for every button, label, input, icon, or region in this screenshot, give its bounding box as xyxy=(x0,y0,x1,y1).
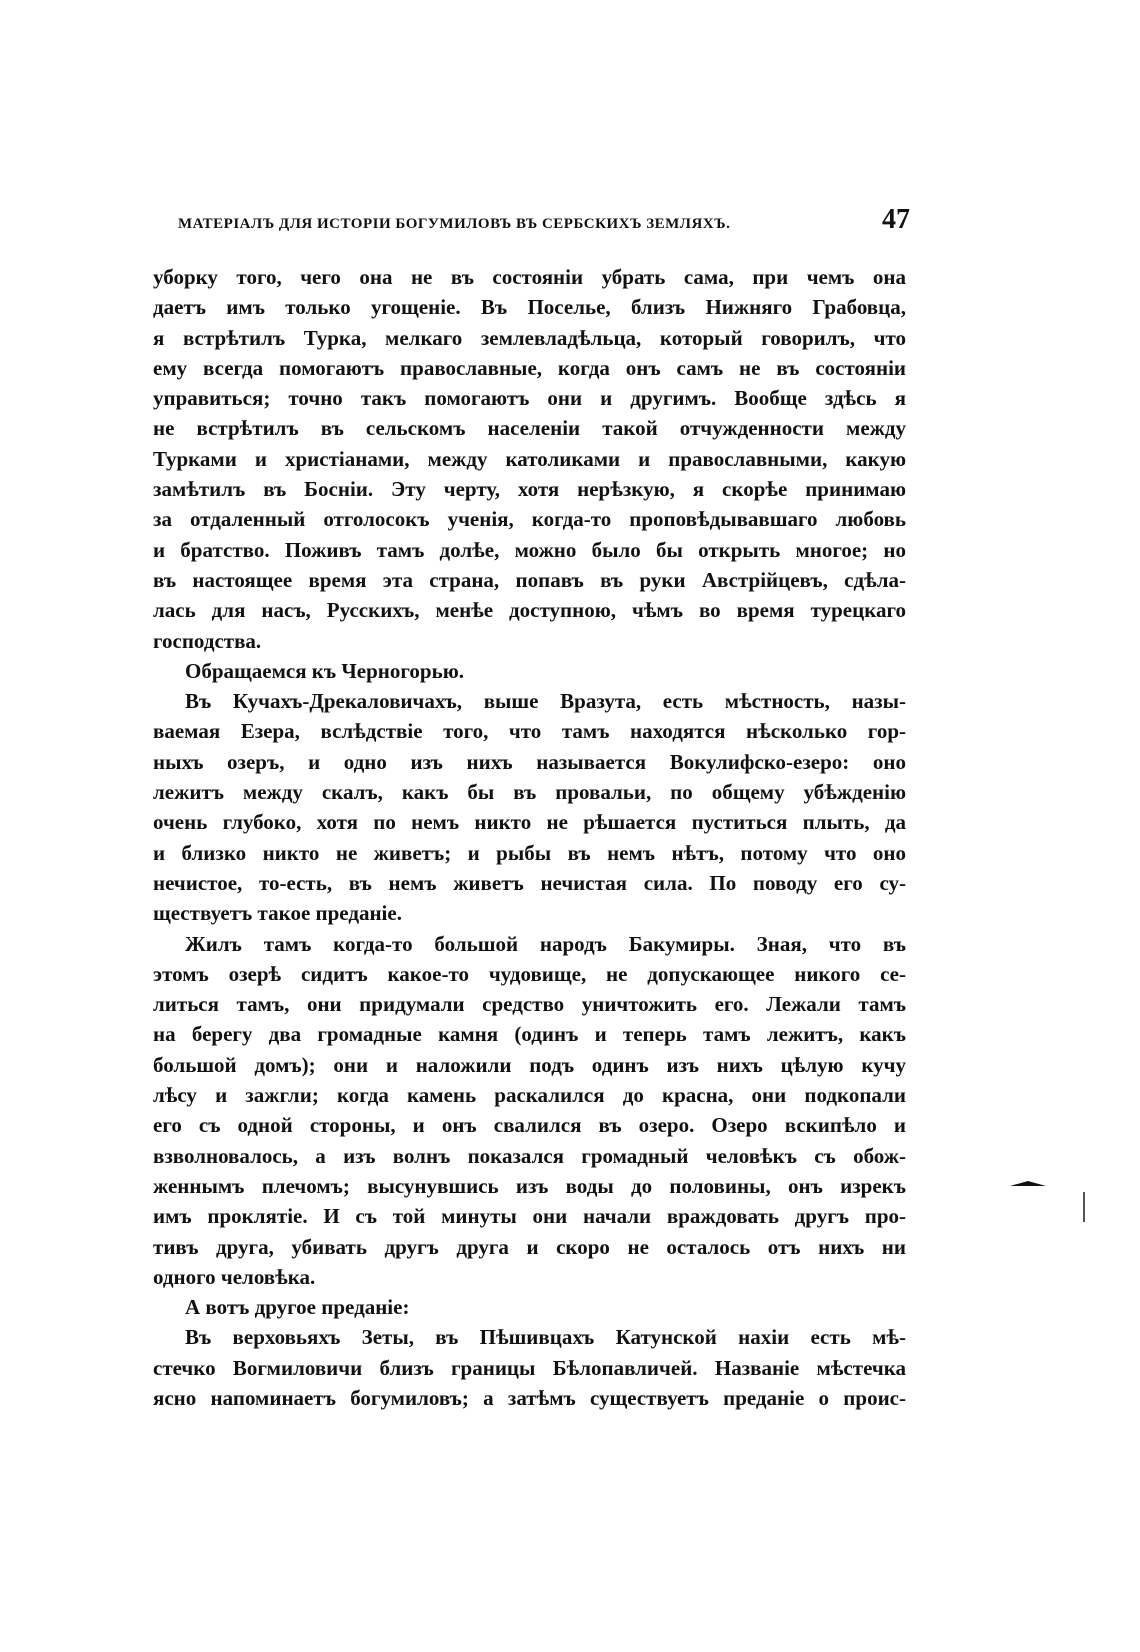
paragraph-5 xyxy=(153,1292,906,1322)
margin-dash-icon xyxy=(1010,1181,1046,1186)
text-line: въ настоящее время эта страна, попавъ въ руки Австрійцевъ, сдѣла- xyxy=(153,567,906,592)
text-line: не встрѣтилъ въ сельскомъ населеніи такой отчужденности между xyxy=(153,416,906,441)
text-line: господства. xyxy=(153,628,262,653)
text-line: Обращаемся къ Черногорью. xyxy=(185,658,464,683)
text-line: ваемая Езера, вслѣдствіе того, что тамъ находятся нѣсколько гор- xyxy=(153,719,906,744)
running-title: МАТЕРІАЛЪ ДЛЯ ИСТОРІИ БОГУМИЛОВЪ ВЪ СЕРБСКИХЪ ЗЕМЛЯХЪ. xyxy=(178,216,731,232)
paragraph-2 xyxy=(153,656,906,686)
text-line: взволновалось, а изъ волнъ показался громадный человѣкъ съ обож- xyxy=(153,1143,906,1168)
text-line: управиться; точно такъ помогаютъ они и другимъ. Вообще здѣсь я xyxy=(153,386,906,411)
text-line: лась для насъ, Русскихъ, менѣе доступною, чѣмъ во время турецкаго xyxy=(153,598,906,623)
text-line: его съ одной стороны, и онъ свалился въ озеро. Озеро вскипѣло и xyxy=(153,1113,906,1138)
text-line: лѣсу и зажгли; когда камень раскалился до красна, они подкопали xyxy=(153,1083,906,1108)
text-line: и братство. Поживъ тамъ долѣе, можно было бы открыть многое; но xyxy=(153,537,906,562)
text-line: тивъ друга, убивать другъ друга и скоро не осталось отъ нихъ ни xyxy=(153,1234,906,1259)
text-line: женнымъ плечомъ; высунувшись изъ воды до половины, онъ изрекъ xyxy=(153,1173,906,1198)
text-line: на берегу два громадные камня (одинъ и теперь тамъ лежитъ, какъ xyxy=(153,1022,906,1047)
paragraph-3 xyxy=(153,686,906,928)
text-line: стечко Вогмиловичи близъ границы Бѣлопавличей. Названіе мѣстечка xyxy=(153,1355,906,1380)
paragraph-6 xyxy=(153,1322,906,1413)
text-line: я встрѣтилъ Турка, мелкаго землевладѣльца, который говорилъ, что xyxy=(153,325,906,350)
text-line: Турками и христіанами, между католиками и православными, какую xyxy=(153,446,906,471)
text-line: литься тамъ, они придумали средство уничтожить его. Лежали тамъ xyxy=(153,992,906,1017)
text-line: А вотъ другое преданіе: xyxy=(185,1295,410,1320)
text-line: Въ Кучахъ-Дрекаловичахъ, выше Вразута, есть мѣстность, назы- xyxy=(185,689,906,714)
text-line: уборку того, чего она не въ состояніи убрать сама, при чемъ она xyxy=(153,265,906,289)
text-line: Жилъ тамъ когда-то большой народъ Бакумиры. Зная, что въ xyxy=(185,931,906,956)
text-line: ясно напоминаетъ богумиловъ; а затѣмъ существуетъ преданіе о проис- xyxy=(153,1385,906,1410)
text-line: одного человѣка. xyxy=(153,1264,316,1289)
margin-tick-icon xyxy=(1083,1192,1085,1222)
paragraph-1 xyxy=(153,262,906,656)
page-header xyxy=(150,204,910,244)
text-line: и близко никто не живетъ; и рыбы въ немъ нѣтъ, потому что оно xyxy=(153,840,906,865)
paragraph-4 xyxy=(153,929,906,1293)
body-text xyxy=(153,262,906,1413)
text-line: ему всегда помогаютъ православные, когда онъ самъ не въ состояніи xyxy=(153,355,906,380)
text-line: очень глубоко, хотя по немъ никто не рѣшается пуститься плыть, да xyxy=(153,810,906,835)
text-line: Въ верховьяхъ Зеты, въ Пѣшивцахъ Катунской нахіи есть мѣ- xyxy=(185,1325,906,1350)
text-line: лежитъ между скалъ, какъ бы въ провальи, по общему убѣжденію xyxy=(153,780,906,805)
text-line: замѣтилъ въ Босніи. Эту черту, хотя нерѣзкую, я скорѣе принимаю xyxy=(153,477,906,502)
text-line: за отдаленный отголосокъ ученія, когда-то проповѣдывавшаго любовь xyxy=(153,507,906,532)
page-number: 47 xyxy=(882,204,910,235)
text-line: большой домъ); они и наложили подъ одинъ изъ нихъ цѣлую кучу xyxy=(153,1052,906,1077)
text-line: ществуетъ такое преданіе. xyxy=(153,901,402,926)
text-line: ныхъ озеръ, и одно изъ нихъ называется Вокулифско-езеро: оно xyxy=(153,749,906,774)
text-line: нечистое, то-есть, въ немъ живетъ нечистая сила. По поводу его су- xyxy=(153,870,906,895)
text-line: даетъ имъ только угощеніе. Въ Поселье, близъ Нижняго Грабовца, xyxy=(153,295,906,320)
text-line: имъ проклятіе. И съ той минуты они начали враждовать другъ про- xyxy=(153,1204,906,1229)
text-line: этомъ озерѣ сидитъ какое-то чудовище, не допускающее никого се- xyxy=(153,961,906,986)
